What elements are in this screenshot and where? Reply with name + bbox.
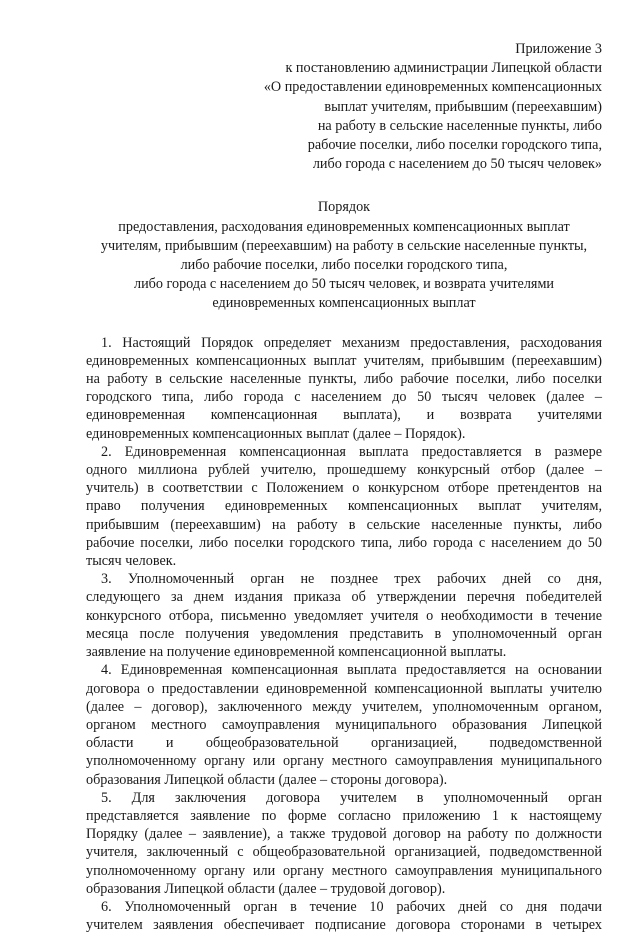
paragraph-line: на работу в сельские населенные пункты, либо рабочие поселки, либо поселки <box>86 371 602 388</box>
paragraph-line: 5. Для заключения договора учителем в уполномоченный орган <box>101 789 602 806</box>
paragraph-line: следующего за днем издания приказа об утверждении перечня победителей <box>86 589 602 606</box>
paragraph-line: учителем заявления обеспечивает подписание договора сторонами в четырех <box>86 917 602 934</box>
paragraph-line: рабочие поселки, либо поселки городского типа, либо города с населением до 50 <box>86 534 602 551</box>
paragraph-line: уполномоченному органу или органу местного самоуправления муниципального <box>86 753 602 770</box>
paragraph-line: право получения единовременных компенсационных выплат учителям, <box>86 498 602 515</box>
paragraph-line: учителя, заключенный с общеобразовательной организацией, подведомственной <box>86 844 602 861</box>
paragraph-line: учитель) в соответствии с Положением о конкурсном отборе претендентов на <box>86 480 602 497</box>
paragraph-line: единовременная компенсационная выплата), и возврата учителями <box>86 407 602 424</box>
paragraph-line: одного миллиона рублей учителю, прошедшему конкурсный отбор (далее – <box>86 462 602 479</box>
paragraph-line: 4. Единовременная компенсационная выплата предоставляется на основании <box>101 662 602 679</box>
paragraph-line: договора о предоставлении единовременной компенсационной выплаты учителю <box>86 680 602 697</box>
paragraph-line: (далее – договор), заключенного между учителем, уполномоченным органом, <box>86 698 602 715</box>
appendix-line: на работу в сельские населенные пункты, либо <box>317 117 602 134</box>
paragraph-line: образования Липецкой области (далее – трудовой договор). <box>86 880 446 897</box>
title-line: либо города с населением до 50 тысяч человек, и возврата учителями <box>133 276 555 293</box>
appendix-header <box>86 40 602 174</box>
document-body <box>86 334 602 934</box>
appendix-line: «О предоставлении единовременных компенсационных <box>263 79 602 96</box>
paragraph-line: месяца после получения уведомления представить в уполномоченный орган <box>86 625 602 642</box>
paragraph-5 <box>86 789 602 898</box>
title-heading: Порядок <box>317 199 371 216</box>
paragraph-4 <box>86 661 602 788</box>
paragraph-1 <box>86 334 602 443</box>
appendix-line: рабочие поселки, либо поселки городского типа, <box>307 137 602 154</box>
title-line: либо рабочие поселки, либо поселки городского типа, <box>180 257 508 274</box>
paragraph-line: тысяч человек. <box>86 553 177 570</box>
paragraph-line: 1. Настоящий Порядок определяет механизм предоставления, расходования <box>101 334 602 351</box>
paragraph-line: 3. Уполномоченный орган не позднее трех рабочих дней со дня, <box>101 571 602 588</box>
document-title <box>86 198 602 313</box>
paragraph-line: городского типа, либо города с населением до 50 тысяч человек (далее – <box>86 389 602 406</box>
paragraph-line: представляется заявление по форме согласно приложению 1 к настоящему <box>86 807 602 824</box>
paragraph-line: 2. Единовременная компенсационная выплата предоставляется в размере <box>101 443 602 460</box>
paragraph-line: области и общеобразовательной организацией, подведомственной <box>86 735 602 752</box>
paragraph-line: уполномоченному органу или органу местного самоуправления муниципального <box>86 862 602 879</box>
paragraph-line: органом местного самоуправления муниципального образования Липецкой <box>86 716 602 733</box>
appendix-line: выплат учителям, прибывшим (переехавшим) <box>324 98 602 115</box>
paragraph-2 <box>86 443 602 570</box>
paragraph-3 <box>86 570 602 661</box>
appendix-line: к постановлению администрации Липецкой области <box>285 60 602 77</box>
paragraph-line: единовременных компенсационных выплат учителям, прибывшим (переехавшим) <box>86 352 602 369</box>
paragraph-line: 6. Уполномоченный орган в течение 10 рабочих дней со дня подачи <box>101 898 602 915</box>
title-line: предоставления, расходования единовременных компенсационных выплат <box>118 218 570 235</box>
paragraph-line: заявление на получение единовременной компенсационной выплаты. <box>86 644 507 661</box>
paragraph-line: Порядку (далее – заявление), а также трудовой договор на работу по должности <box>86 826 602 843</box>
paragraph-line: единовременных компенсационных выплат (далее – Порядок). <box>86 425 466 442</box>
paragraph-line: образования Липецкой области (далее – стороны договора). <box>86 771 448 788</box>
paragraph-line: прибывшим (переехавшим) на работу в сельские населенные пункты, либо <box>86 516 602 533</box>
paragraph-line: конкурсного отбора, письменно уведомляет учителя о необходимости в течение <box>86 607 602 624</box>
paragraph-6 <box>86 898 602 934</box>
appendix-line: Приложение 3 <box>515 41 602 57</box>
title-line: единовременных компенсационных выплат <box>212 295 476 312</box>
title-line: учителям, прибывшим (переехавшим) на работу в сельские населенные пункты, <box>100 237 588 254</box>
appendix-line: либо города с населением до 50 тысяч человек» <box>312 156 602 173</box>
